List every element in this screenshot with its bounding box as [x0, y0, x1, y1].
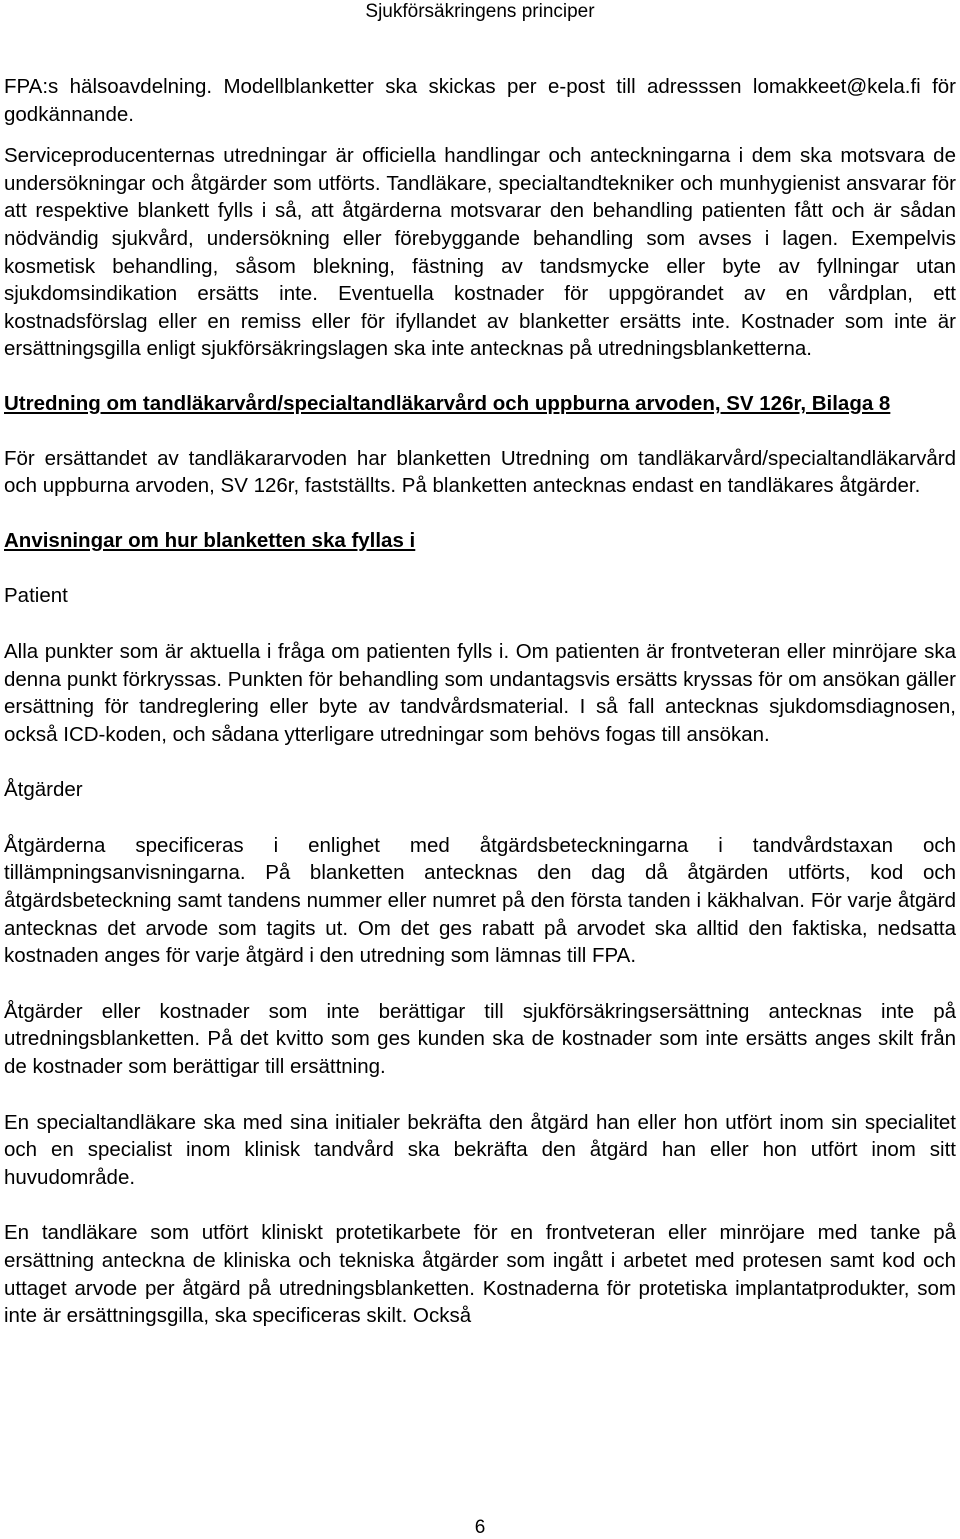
paragraph-non-eligible-costs: Åtgärder eller kostnader som inte berättigar till sjukförsäkringsersättning antecknas inte på utredningsblanketten. På det kvitto som ges kunden ska de kostnader som inte ersätts anges skilt från de kostnader som berättigar till ersättning.: [4, 999, 956, 1079]
paragraph-specialist-initials: En specialtandläkare ska med sina initialer bekräfta den åtgärd han eller hon utfört inom sin specialitet och en specialist inom klinisk tandvård ska bekräfta den åtgärd han eller hon utfört inom sitt huvudområde.: [4, 1110, 956, 1189]
document-body: [4, 73, 956, 1330]
section-heading-instructions: Anvisningar om hur blanketten ska fyllas i: [4, 528, 416, 552]
paragraph-patient: Alla punkter som är aktuella i fråga om patienten fylls i. Om patienten är frontveteran eller minröjare ska denna punkt förkryssas. Punkten för behandling som undantagsvis ersätts kryssas för om ansökan gäller ersättning för tandreglering eller byte av tandvårdsmaterial. I så fall antecknas sjukdomsdiagnosen, också ICD-koden, och sådana ytterligare utredningar som behövs fogas till ansökan.: [4, 639, 956, 746]
paragraph-measures: Åtgärderna specificeras i enlighet med åtgärdsbeteckningarna i tandvårdstaxan och tillämpningsanvisningarna. På blanketten antecknas den dag då åtgärden utförts, kod och åtgärdsbeteckning samt tandens nummer eller numret på den första tanden i käkhalvan. För varje åtgärd antecknas det arvode som tagits ut. Om det ges rabatt på arvodet ska alltid den faktiska, nedsatta kostnaden anges för varje åtgärd i den utredning som lämnas till FPA.: [4, 833, 956, 968]
paragraph-fpa-health: FPA:s hälsoavdelning. Modellblanketter ska skickas per e-post till adresssen lomakkeet@kela.fi för godkännande.: [4, 75, 956, 126]
subheading-patient: Patient: [4, 584, 68, 608]
paragraph-official-documents: Serviceproducenternas utredningar är officiella handlingar och anteckningarna i dem ska motsvara de undersökningar och åtgärder som utförts. Tandläkare, specialtandtekniker och munhygienist ansvarar för att respektive blankett fylls i så, att åtgärderna motsvarar den behandling patienten fått och är sådan nödvändig sjukvård, undersökning eller förebyggande behandling som avses i lagen. Exempelvis kosmetisk behandling, såsom blekning, fästning av tandsmycke eller byte av fyllningar utan sjukdomsindikation ersätts inte. Eventuella kostnader för uppgörandet av en vårdplan, ett kostnadsförslag eller en remiss eller för ifyllandet av blanketter ersätts inte. Kostnader som inte är ersättningsgilla enligt sjukförsäkringslagen ska inte antecknas på utredningsblanketterna.: [4, 144, 956, 361]
running-header: Sjukförsäkringens principer: [365, 1, 595, 22]
paragraph-prosthetics: En tandläkare som utfört kliniskt protetikarbete för en frontveteran eller minröjare med tanke på ersättning anteckna de kliniska och tekniska åtgärder som ingått i arbetet med protesen samt kod och uttaget arvode per åtgärd på utredningsblanketten. Kostnaderna för protetiska implantatprodukter, som inte är ersättningsgilla, ska specificeras skilt. Också: [4, 1221, 956, 1328]
subheading-measures: Åtgärder: [4, 778, 83, 802]
section-heading-sv126r: Utredning om tandläkarvård/specialtandläkarvård och uppburna arvoden, SV 126r, Bilaga 8: [4, 391, 891, 415]
page-number: 6: [474, 1517, 486, 1538]
paragraph-sv126r-form: För ersättandet av tandläkararvoden har blanketten Utredning om tandläkarvård/specialtandläkarvård och uppburna arvoden, SV 126r, fastställts. På blanketten antecknas endast en tandläkares åtgärder.: [4, 446, 956, 498]
